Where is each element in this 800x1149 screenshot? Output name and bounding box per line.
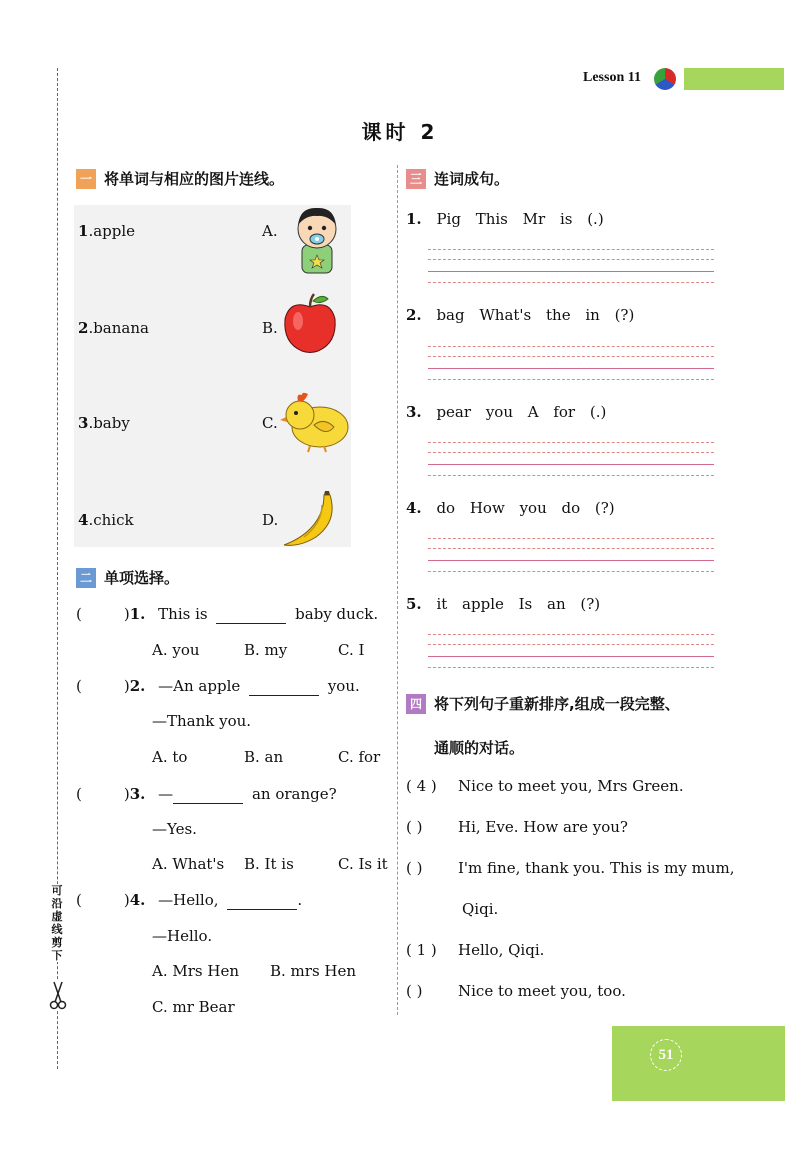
section2-title: 单项选择。 xyxy=(104,569,180,587)
option-2b[interactable]: B. an xyxy=(244,748,284,766)
section3-number: 三 xyxy=(406,169,426,189)
question-3-reply: —Yes. xyxy=(152,820,197,838)
option-3a[interactable]: A. What's xyxy=(152,855,225,873)
banana-picture[interactable] xyxy=(282,491,338,549)
sentence-words-5: 5. it apple Is an (?) xyxy=(406,595,601,613)
option-1b[interactable]: B. my xyxy=(244,641,288,659)
section4-title-line2: 通顺的对话。 xyxy=(434,739,525,757)
order-blank-3[interactable]: ( ) xyxy=(406,859,423,877)
lesson-header xyxy=(0,68,800,90)
chick-picture[interactable] xyxy=(280,391,352,453)
lesson-label: Lesson 11 xyxy=(583,70,641,85)
lesson-ball-icon xyxy=(654,68,676,90)
sentence-words-4: 4. do How you do (?) xyxy=(406,499,615,517)
cut-note: 可沿虚线剪下 xyxy=(48,884,66,962)
section1-number: 一 xyxy=(76,169,96,189)
option-1a[interactable]: A. you xyxy=(152,641,200,659)
order-blank-2[interactable]: ( ) xyxy=(406,818,423,836)
dialogue-line-3: ( ) I'm fine, thank you. This is my mum, xyxy=(406,859,735,877)
match-word-chick[interactable]: 4.chick xyxy=(78,511,134,529)
writing-lines-5[interactable] xyxy=(428,634,714,668)
match-word-baby[interactable]: 3.baby xyxy=(78,414,130,432)
question-4-reply: —Hello. xyxy=(152,927,213,945)
header-green-bar xyxy=(684,68,784,90)
page-number: 51 xyxy=(650,1039,682,1071)
match-word-banana[interactable]: 2.banana xyxy=(78,319,149,337)
writing-lines-3[interactable] xyxy=(428,442,714,476)
fill-blank-1[interactable] xyxy=(216,605,286,624)
section4-heading xyxy=(406,693,680,714)
option-4a[interactable]: A. Mrs Hen xyxy=(152,962,239,980)
match-word-apple[interactable]: 1.apple xyxy=(78,222,136,240)
section1-heading xyxy=(76,168,284,189)
option-3c[interactable]: C. Is it xyxy=(338,855,388,873)
order-blank-1[interactable]: ( 4 ) xyxy=(406,777,437,795)
sentence-words-1: 1. Pig This Mr is (.) xyxy=(406,210,604,228)
option-2c[interactable]: C. for xyxy=(338,748,381,766)
writing-lines-2[interactable] xyxy=(428,346,714,380)
dialogue-line-1: ( 4 ) Nice to meet you, Mrs Green. xyxy=(406,777,684,795)
question-2-reply: —Thank you. xyxy=(152,712,252,730)
sentence-words-3: 3. pear you A for (.) xyxy=(406,403,607,421)
apple-picture[interactable] xyxy=(280,291,340,355)
page-number-box xyxy=(612,1026,785,1101)
order-blank-4[interactable]: ( 1 ) xyxy=(406,941,437,959)
order-blank-5[interactable]: ( ) xyxy=(406,982,423,1000)
section3-heading xyxy=(406,168,509,189)
section2-heading xyxy=(76,567,179,588)
match-letter-c: C. xyxy=(262,414,278,432)
option-4b[interactable]: B. mrs Hen xyxy=(270,962,357,980)
option-4c[interactable]: C. mr Bear xyxy=(152,998,235,1016)
matching-exercise xyxy=(74,205,351,547)
column-divider xyxy=(397,165,398,1015)
choice-question-3: ( )3. — an orange? xyxy=(76,785,337,803)
dialogue-line-3-cont: Qiqi. xyxy=(462,900,499,918)
section3-title: 连词成句。 xyxy=(434,170,510,188)
option-3b[interactable]: B. It is xyxy=(244,855,294,873)
sentence-words-2: 2. bag What's the in (?) xyxy=(406,306,635,324)
scissors-icon xyxy=(49,980,67,1010)
writing-lines-1[interactable] xyxy=(428,249,714,283)
choice-question-1: ( )1. This is baby duck. xyxy=(76,605,379,623)
dialogue-line-2: ( ) Hi, Eve. How are you? xyxy=(406,818,628,836)
section1-title: 将单词与相应的图片连线。 xyxy=(104,170,285,188)
fill-blank-4[interactable] xyxy=(227,891,297,910)
match-letter-d: D. xyxy=(262,511,279,529)
match-letter-a: A. xyxy=(262,222,278,240)
section2-number: 二 xyxy=(76,568,96,588)
option-2a[interactable]: A. to xyxy=(152,748,188,766)
choice-question-4: ( )4. —Hello, . xyxy=(76,891,303,909)
section4-number: 四 xyxy=(406,694,426,714)
dialogue-line-4: ( 1 ) Hello, Qiqi. xyxy=(406,941,545,959)
baby-picture[interactable] xyxy=(288,203,346,275)
writing-lines-4[interactable] xyxy=(428,538,714,572)
page-title: 课时 2 xyxy=(361,120,439,144)
dialogue-line-5: ( ) Nice to meet you, too. xyxy=(406,982,626,1000)
choice-question-2: ( )2. —An apple you. xyxy=(76,677,360,695)
match-letter-b: B. xyxy=(262,319,278,337)
section4-title-line1: 将下列句子重新排序,组成一段完整、 xyxy=(434,695,680,713)
fill-blank-2[interactable] xyxy=(249,677,319,696)
fill-blank-3[interactable] xyxy=(173,785,243,804)
option-1c[interactable]: C. I xyxy=(338,641,365,659)
